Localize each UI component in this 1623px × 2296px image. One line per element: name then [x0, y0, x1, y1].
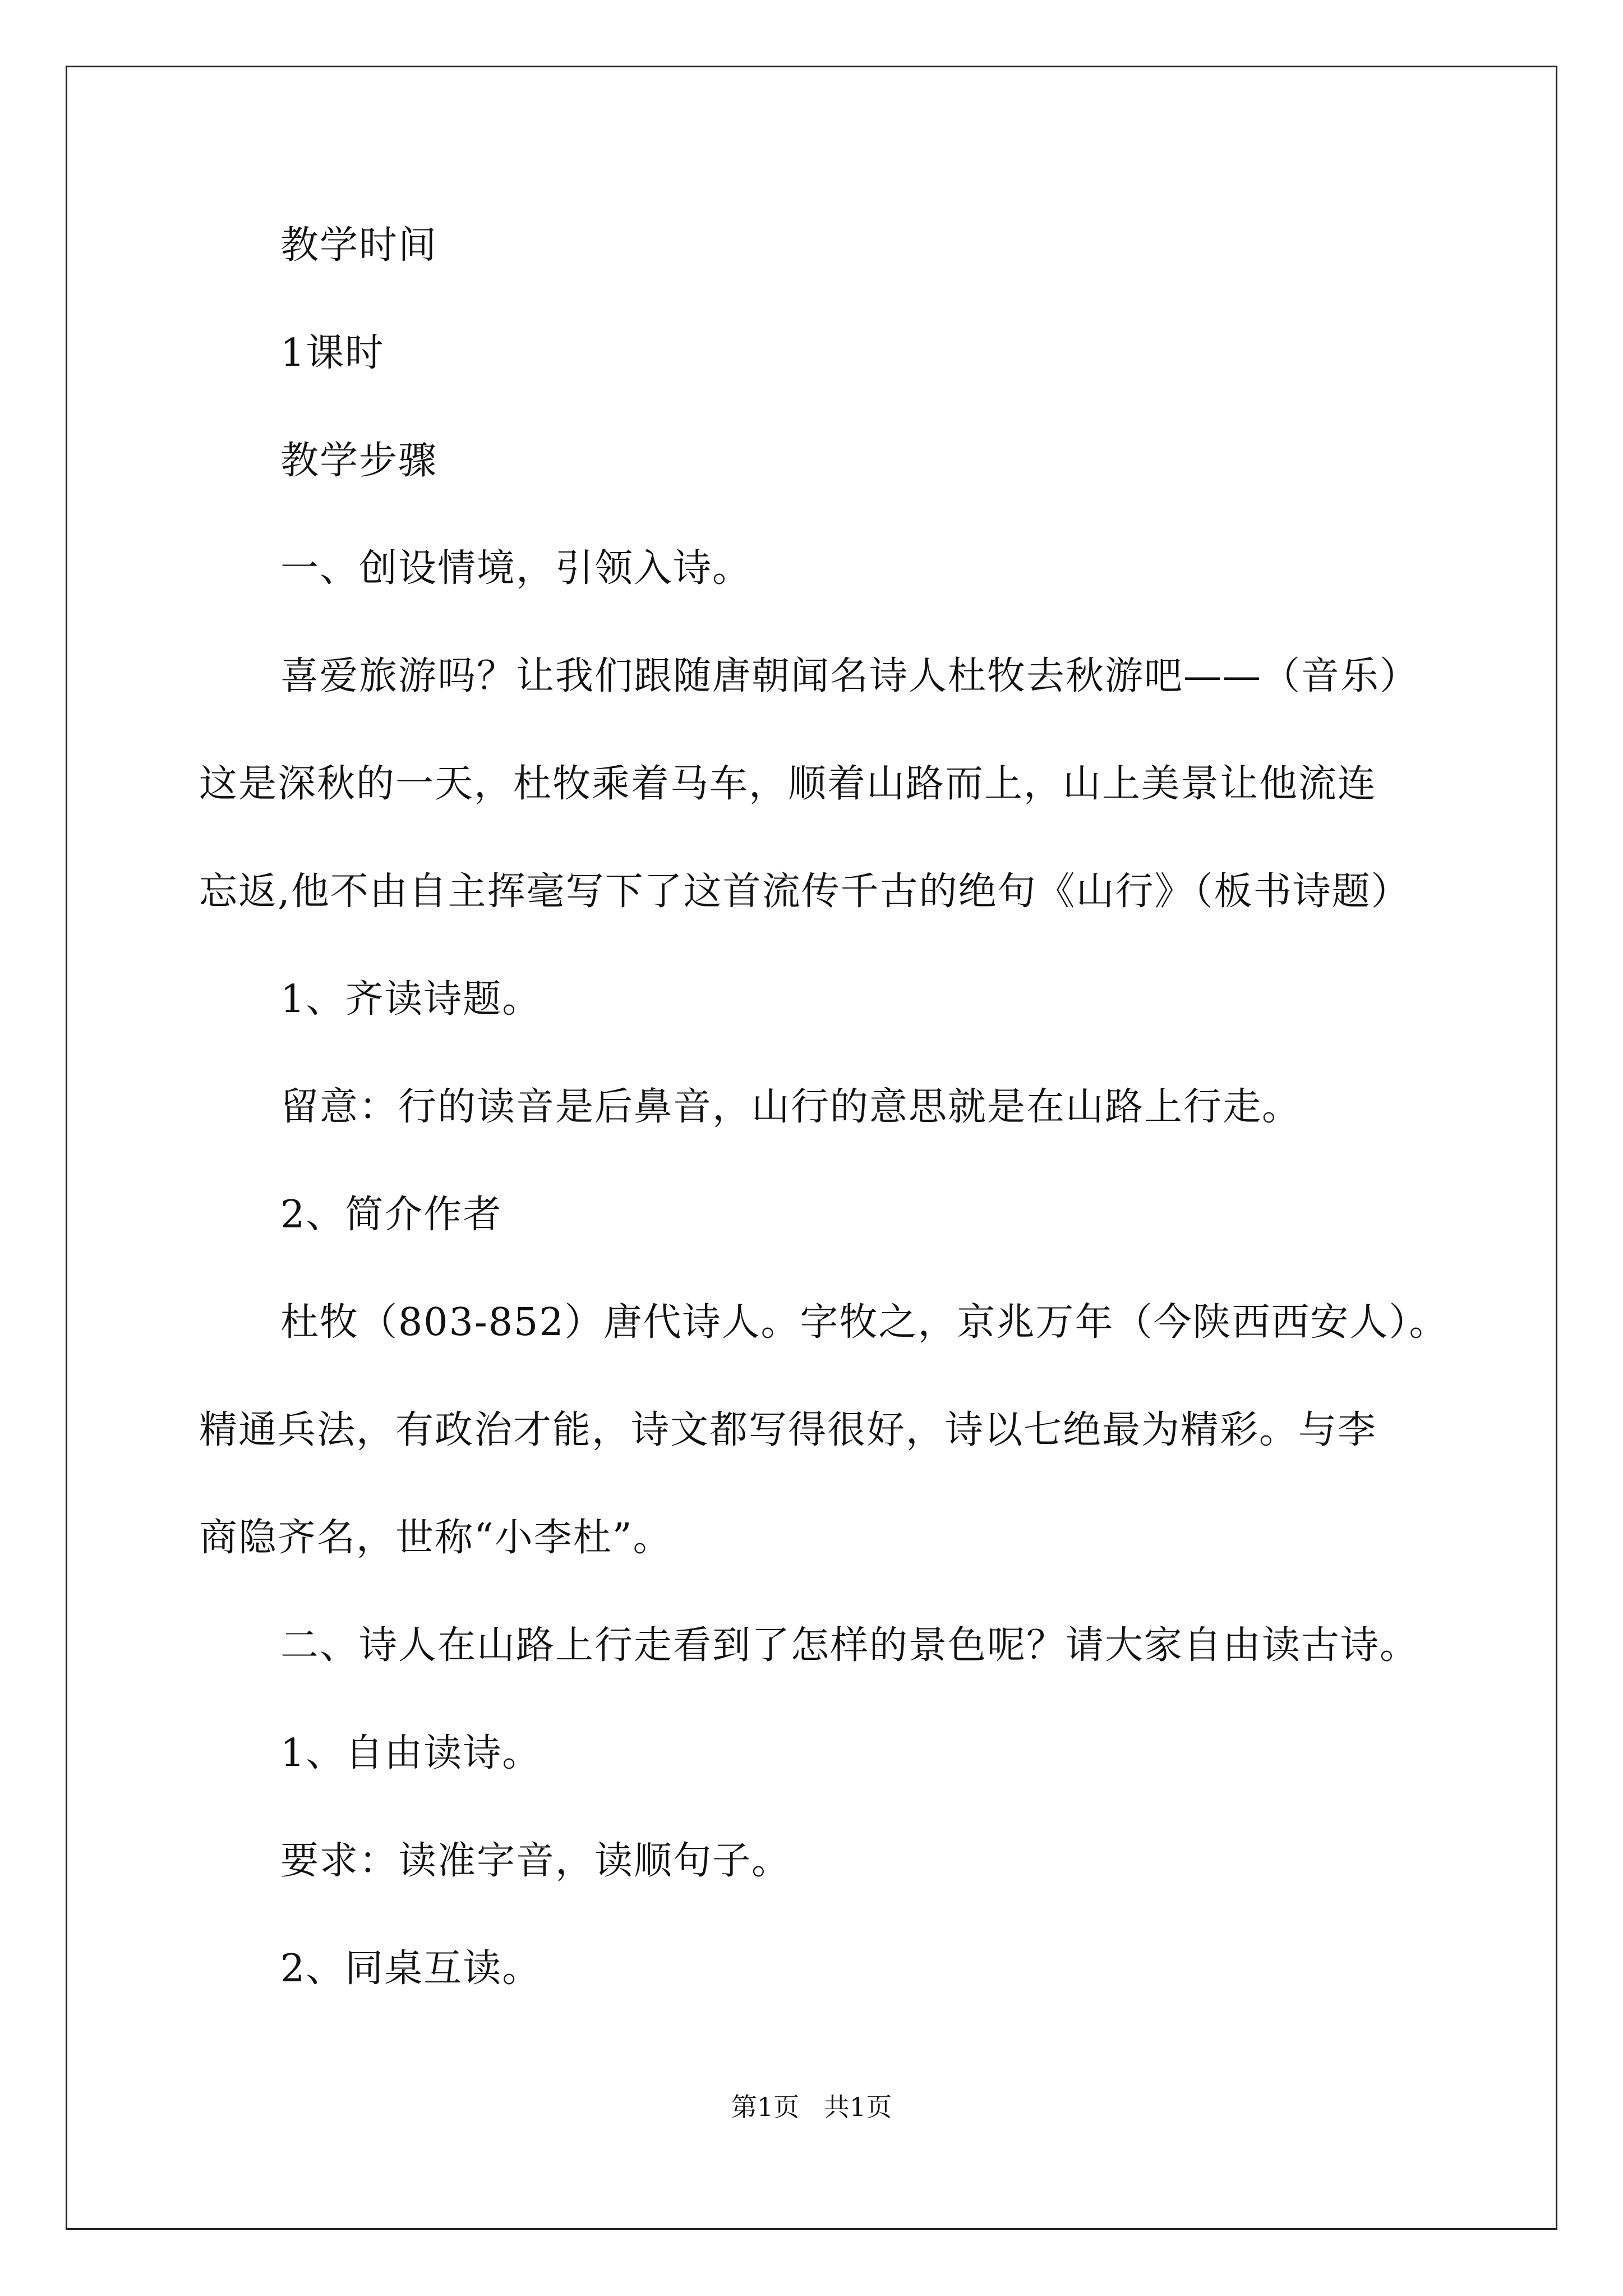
text-line: 忘返,他不由自主挥毫写下了这首流传千古的绝句《山行》（板书诗题） [199, 869, 1410, 914]
page-border [66, 66, 1557, 2230]
text-line: 精通兵法，有政治才能，诗文都写得很好，诗以七绝最为精彩。与李 [199, 1408, 1377, 1452]
page-number: 第1页 共1页 [731, 2092, 892, 2122]
text-line: 杜牧（803-852）唐代诗人。字牧之，京兆万年（今陕西西安人）。 [280, 1300, 1449, 1345]
text-line: 1、自由读诗。 [280, 1731, 542, 1775]
text-line: 2、简介作者 [280, 1193, 502, 1237]
text-line: 要求：读准字音，读顺句子。 [280, 1839, 791, 1883]
text-line: 教学时间 [280, 223, 438, 268]
text-line: 1、齐读诗题。 [280, 977, 542, 1022]
text-line: 喜爱旅游吗？让我们跟随唐朝闻名诗人杜牧去秋游吧——（音乐） [280, 654, 1419, 698]
section-heading: 二、诗人在山路上行走看到了怎样的景色呢？请大家自由读古诗。 [280, 1623, 1419, 1668]
section-heading: 一、创设情境，引领入诗。 [280, 546, 752, 591]
text-line: 这是深秋的一天，杜牧乘着马车，顺着山路而上，山上美景让他流连 [199, 762, 1377, 806]
text-line: 1课时 [280, 331, 385, 375]
text-line: 2、同桌互读。 [280, 1947, 542, 1991]
text-line: 教学步骤 [280, 439, 438, 483]
text-line: 留意：行的读音是后鼻音，山行的意思就是在山路上行走。 [280, 1085, 1302, 1129]
text-line: 商隐齐名，世称“小李杜”。 [199, 1516, 672, 1560]
